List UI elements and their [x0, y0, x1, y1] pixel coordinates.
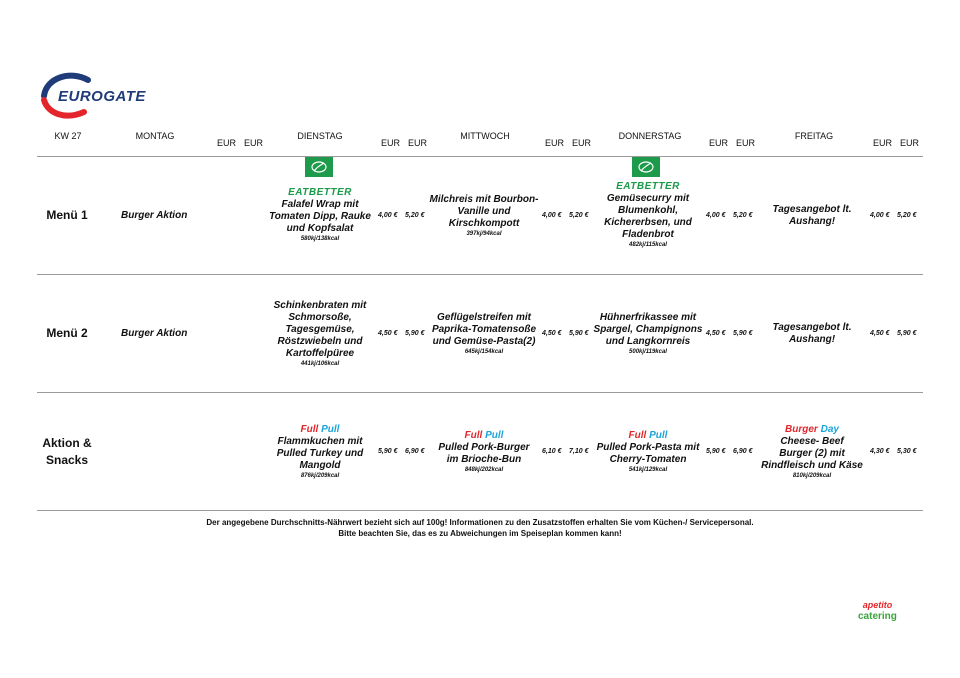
price: 5,20 € — [405, 212, 425, 219]
price: 5,90 € — [733, 330, 753, 337]
price: 7,10 € — [569, 448, 589, 455]
price: 5,90 € — [706, 448, 726, 455]
currency-label: EUR — [709, 138, 729, 148]
kcal-label: 541kj/129kcal — [628, 467, 668, 473]
currency-label: EUR — [736, 138, 756, 148]
eatbetter-label: EATBETTER — [288, 187, 352, 198]
dish-menu2-dienstag: Schinkenbraten mit Schmorsoße, Tagesgemüse, Röstzwiebeln und Kartoffelpüree 441kj/106kcal — [262, 300, 378, 369]
kcal-label: 645kj/154kcal — [464, 349, 504, 355]
kcal-label: 580kj/138kcal — [300, 236, 340, 242]
row-label-aktion: Aktion & Snacks — [42, 436, 92, 467]
price: 6,90 € — [405, 448, 425, 455]
price: 5,90 € — [569, 330, 589, 337]
eatbetter-icon — [305, 157, 333, 177]
price: 4,00 € — [542, 212, 562, 219]
dish-aktion-freitag: Burger Day Cheese- Beef Burger (2) mit Rindfleisch und Käse 810kj/209kcal — [754, 424, 870, 481]
promo-label: Full Pull — [464, 430, 504, 441]
price: 4,50 € — [542, 330, 562, 337]
price: 5,30 € — [897, 448, 917, 455]
price: 4,50 € — [378, 330, 398, 337]
logo-text: EUROGATE — [58, 88, 146, 105]
kcal-label: 397kj/94kcal — [466, 231, 502, 237]
kcal-label: 810kj/209kcal — [792, 473, 832, 479]
currency-label: EUR — [244, 138, 264, 148]
eatbetter-label: EATBETTER — [616, 181, 680, 192]
currency-label: EUR — [408, 138, 428, 148]
price: 4,00 € — [378, 212, 398, 219]
currency-label: EUR — [572, 138, 592, 148]
dish-menu2-freitag: Tagesangebot lt. Aushang! — [772, 322, 852, 345]
price: 5,90 € — [378, 448, 398, 455]
day-donnerstag: DONNERSTAG — [618, 131, 682, 141]
currency-label: EUR — [873, 138, 893, 148]
price: 4,50 € — [870, 330, 890, 337]
price: 5,20 € — [897, 212, 917, 219]
currency-label: EUR — [545, 138, 565, 148]
row-label-menu1: Menü 1 — [46, 208, 88, 222]
currency-label: EUR — [217, 138, 237, 148]
dish-menu1-mittwoch: Milchreis mit Bourbon- Vanille und Kirschkompott 397kj/94kcal — [426, 194, 542, 239]
footer-note: Der angegebene Durchschnitts-Nährwert bezieht sich auf 100g! Informationen zu den Zusatzstoffen erhalten Sie vom Küchen-/ Servicepersonal. Bitte beachten Sie, das es zu Abweichungen im Speiseplan kommen kann! — [206, 518, 754, 538]
monday-dish: Burger Aktion — [121, 210, 188, 221]
kcal-label: 441kj/106kcal — [300, 361, 340, 367]
price: 5,20 € — [569, 212, 589, 219]
apetito-logo: apetito catering — [858, 600, 897, 622]
price: 6,10 € — [542, 448, 562, 455]
price: 4,00 € — [870, 212, 890, 219]
divider — [37, 156, 923, 157]
dish-menu1-freitag: Tagesangebot lt. Aushang! — [772, 204, 852, 227]
dish-menu2-mittwoch: Geflügelstreifen mit Paprika-Tomatensoße und Gemüse-Pasta(2) 645kj/154kcal — [426, 312, 542, 357]
kcal-label: 876kj/209kcal — [300, 473, 340, 479]
kcal-label: 482kj/115kcal — [629, 242, 667, 248]
divider — [37, 274, 923, 275]
week-label: KW 27 — [54, 131, 82, 141]
divider — [37, 392, 923, 393]
dish-aktion-mittwoch: Full Pull Pulled Pork-Burger im Brioche-Bun 848kj/202kcal — [426, 430, 542, 475]
price: 6,90 € — [733, 448, 753, 455]
promo-label: Full Pull — [628, 430, 668, 441]
dish-menu1-donnerstag: EATBETTER Gemüsecurry mit Blumenkohl, Kichererbsen, und Fladenbrot 482kj/115kcal — [590, 181, 706, 250]
divider — [37, 510, 923, 511]
price: 5,20 € — [733, 212, 753, 219]
row-label-menu2: Menü 2 — [46, 326, 88, 340]
kcal-label: 848kj/202kcal — [464, 467, 504, 473]
price: 4,50 € — [706, 330, 726, 337]
price: 4,30 € — [870, 448, 890, 455]
day-mittwoch: MITTWOCH — [460, 131, 510, 141]
price: 5,90 € — [897, 330, 917, 337]
promo-label: Full Pull — [300, 424, 340, 435]
day-montag: MONTAG — [135, 131, 175, 141]
day-dienstag: DIENSTAG — [297, 131, 343, 141]
price: 5,90 € — [405, 330, 425, 337]
currency-label: EUR — [900, 138, 920, 148]
monday-dish: Burger Aktion — [121, 328, 188, 339]
promo-label: Burger Day — [785, 424, 839, 435]
currency-label: EUR — [381, 138, 401, 148]
dish-menu2-donnerstag: Hühnerfrikassee mit Spargel, Champignons und Langkornreis 500kj/119kcal — [590, 312, 706, 357]
dish-aktion-dienstag: Full Pull Flammkuchen mit Pulled Turkey und Mangold 876kj/209kcal — [262, 424, 378, 481]
dish-menu1-dienstag: EATBETTER Falafel Wrap mit Tomaten Dipp, Rauke und Kopfsalat 580kj/138kcal — [262, 187, 378, 244]
dish-aktion-donnerstag: Full Pull Pulled Pork-Pasta mit Cherry-Tomaten 541kj/129kcal — [590, 430, 706, 475]
kcal-label: 500kj/119kcal — [629, 349, 667, 355]
day-freitag: FREITAG — [794, 131, 834, 141]
price: 4,00 € — [706, 212, 726, 219]
eatbetter-icon — [632, 157, 660, 177]
